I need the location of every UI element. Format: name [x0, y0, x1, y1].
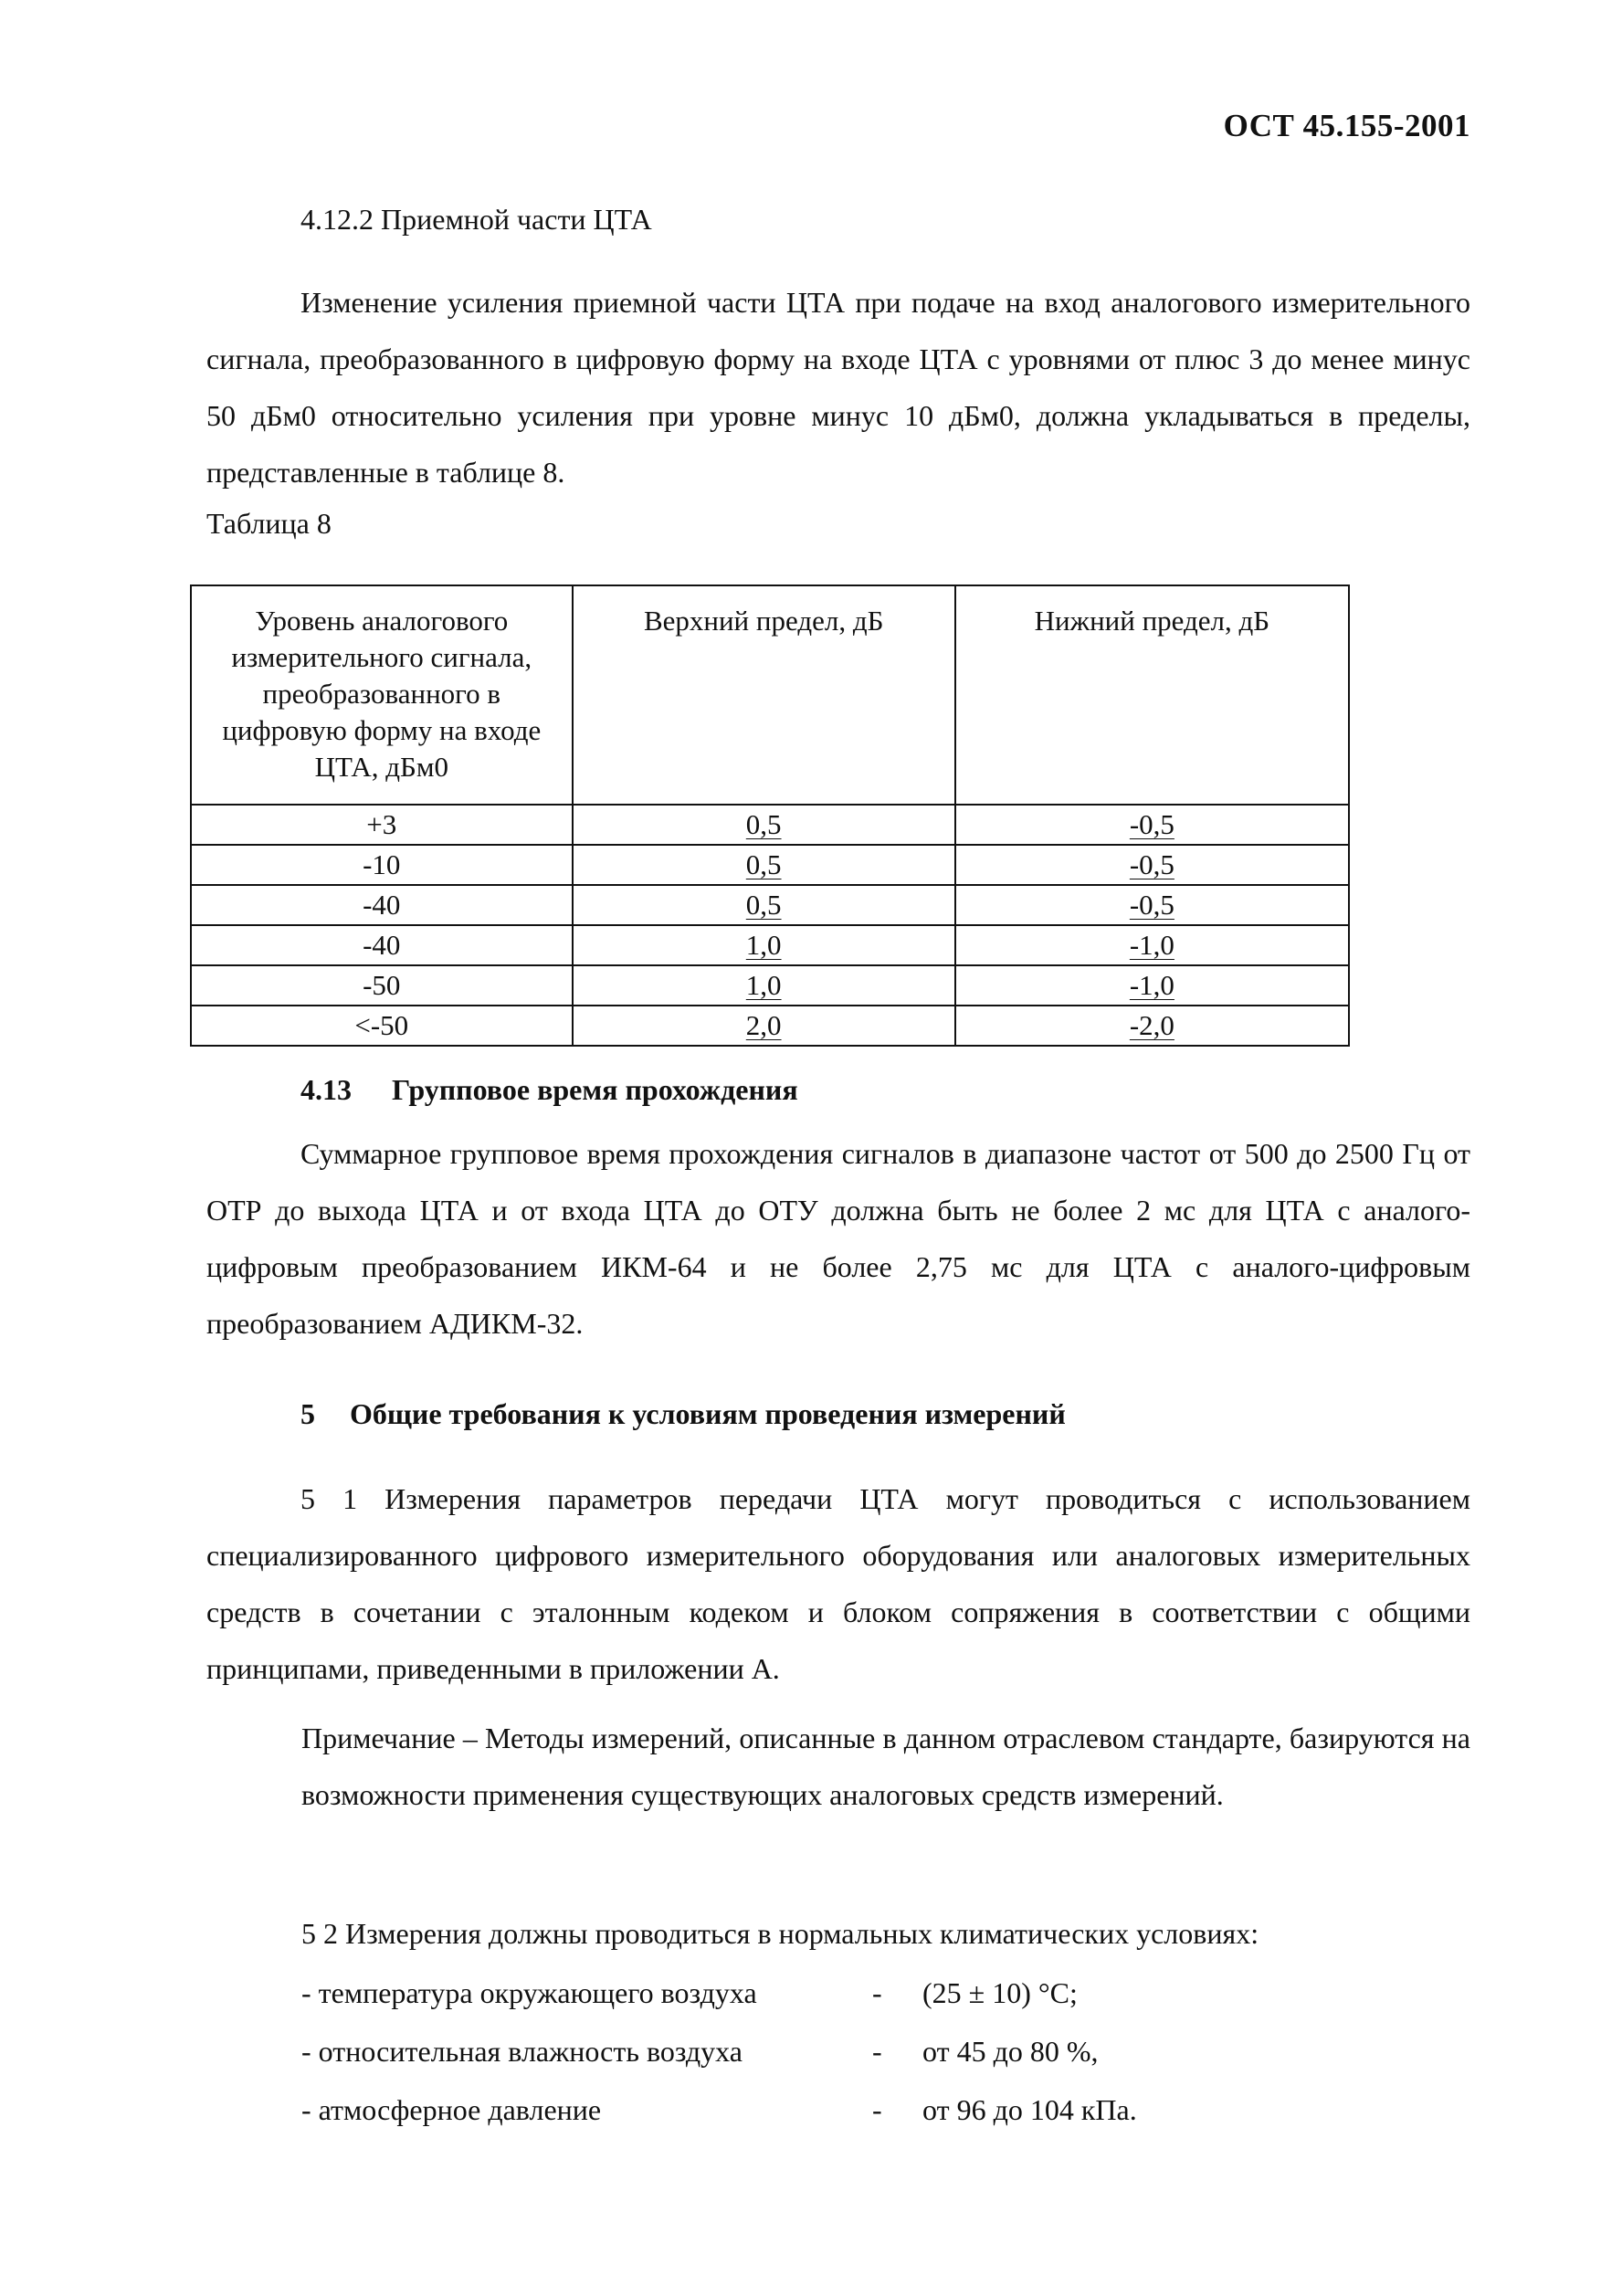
- table-8: [190, 585, 1350, 1047]
- table-row: [191, 885, 1349, 925]
- condition-label: - относительная влажность воздуха: [301, 2034, 743, 2068]
- section-4-13-body: [206, 1125, 1470, 1352]
- cell-lower: -2,0: [955, 1006, 1349, 1046]
- section-5-1-text: 5 1 Измерения параметров передачи ЦТА могут проводиться с использованием специализированного цифрового измерительного оборудования или аналоговых измерительных средств в сочетании с эталонным кодеком и блоком сопряжения в соответствии с общими принципами, приведенными в приложении А.: [206, 1482, 1470, 1685]
- column-header-lower: Нижний предел, дБ: [955, 585, 1349, 805]
- table-caption: Таблица 8: [206, 507, 332, 540]
- table-row: [191, 965, 1349, 1006]
- intro-paragraph: Изменение усиления приемной части ЦТА при подаче на вход аналогового измерительного сигнала, преобразованного в цифровую форму на входе ЦТА с уровнями от плюс 3 до менее минус 50 дБм0 относительно усиления при уровне минус 10 дБм0, должна укладываться в пределы, представленные в таблице 8.: [206, 286, 1470, 489]
- table-row: [191, 1006, 1349, 1046]
- cell-level: +3: [191, 805, 573, 845]
- section-title: Групповое время прохождения: [392, 1073, 798, 1106]
- cell-upper: 0,5: [573, 885, 955, 925]
- cell-lower: -0,5: [955, 845, 1349, 885]
- subsection-title: 4.12.2 Приемной части ЦТА: [300, 203, 652, 236]
- section-5-2-block: [301, 1905, 1470, 1962]
- cell-upper: 0,5: [573, 845, 955, 885]
- cell-level: -40: [191, 925, 573, 965]
- cell-upper: 2,0: [573, 1006, 955, 1046]
- cell-upper: 1,0: [573, 925, 955, 965]
- cell-level: -40: [191, 885, 573, 925]
- section-title: Общие требования к условиям проведения измерений: [350, 1397, 1066, 1430]
- cell-level: -10: [191, 845, 573, 885]
- condition-value: (25 ± 10) °С;: [922, 1975, 1078, 2009]
- column-header-upper: Верхний предел, дБ: [573, 585, 955, 805]
- list-item: [301, 1964, 1306, 2022]
- intro-paragraph-block: [206, 274, 1470, 500]
- note-text: Примечание – Методы измерений, описанные в данном отраслевом стандарте, базируются на возможности применения существующих аналоговых средств измерений.: [301, 1722, 1470, 1811]
- cell-upper: 1,0: [573, 965, 955, 1006]
- cell-level: -50: [191, 965, 573, 1006]
- note-block: [301, 1710, 1470, 1823]
- section-5-heading: [300, 1397, 1066, 1431]
- list-item: [301, 2080, 1306, 2139]
- list-item: [301, 2022, 1306, 2080]
- section-number: 5: [300, 1397, 315, 1430]
- table-row: [191, 925, 1349, 965]
- table-row: [191, 845, 1349, 885]
- condition-value: от 96 до 104 кПа.: [922, 2092, 1137, 2126]
- cell-lower: -0,5: [955, 885, 1349, 925]
- document-code: ОСТ 45.155-2001: [1223, 108, 1470, 143]
- cell-lower: -1,0: [955, 925, 1349, 965]
- cell-lower: -1,0: [955, 965, 1349, 1006]
- section-5-1-block: [206, 1470, 1470, 1697]
- condition-dash: -: [872, 1975, 882, 2009]
- section-4-13-text: Суммарное групповое время прохождения сигналов в диапазоне частот от 500 до 2500 Гц от ОТР до выхода ЦТА и от входа ЦТА до ОТУ должна быть не более 2 мс для ЦТА с аналого-цифровым преобразованием ИКМ-64 и не более 2,75 мс для ЦТА с аналого-цифровым преобразованием АДИКМ-32.: [206, 1137, 1470, 1340]
- table-row: [191, 805, 1349, 845]
- table-header-row: [191, 585, 1349, 805]
- section-number: 4.13: [300, 1073, 352, 1106]
- cell-lower: -0,5: [955, 805, 1349, 845]
- climate-conditions-list: [301, 1964, 1306, 2139]
- section-4-13-heading: [300, 1073, 798, 1107]
- condition-dash: -: [872, 2034, 882, 2068]
- cell-level: <-50: [191, 1006, 573, 1046]
- condition-value: от 45 до 80 %,: [922, 2034, 1099, 2068]
- condition-label: - температура окружающего воздуха: [301, 1975, 757, 2009]
- cell-upper: 0,5: [573, 805, 955, 845]
- section-5-2-text: 5 2 Измерения должны проводиться в нормальных климатических условиях:: [301, 1917, 1259, 1950]
- condition-dash: -: [872, 2092, 882, 2126]
- condition-label: - атмосферное давление: [301, 2092, 602, 2126]
- column-header-level: Уровень аналогового измерительного сигнала, преобразованного в цифровую форму на входе ЦТА, дБм0: [191, 585, 573, 805]
